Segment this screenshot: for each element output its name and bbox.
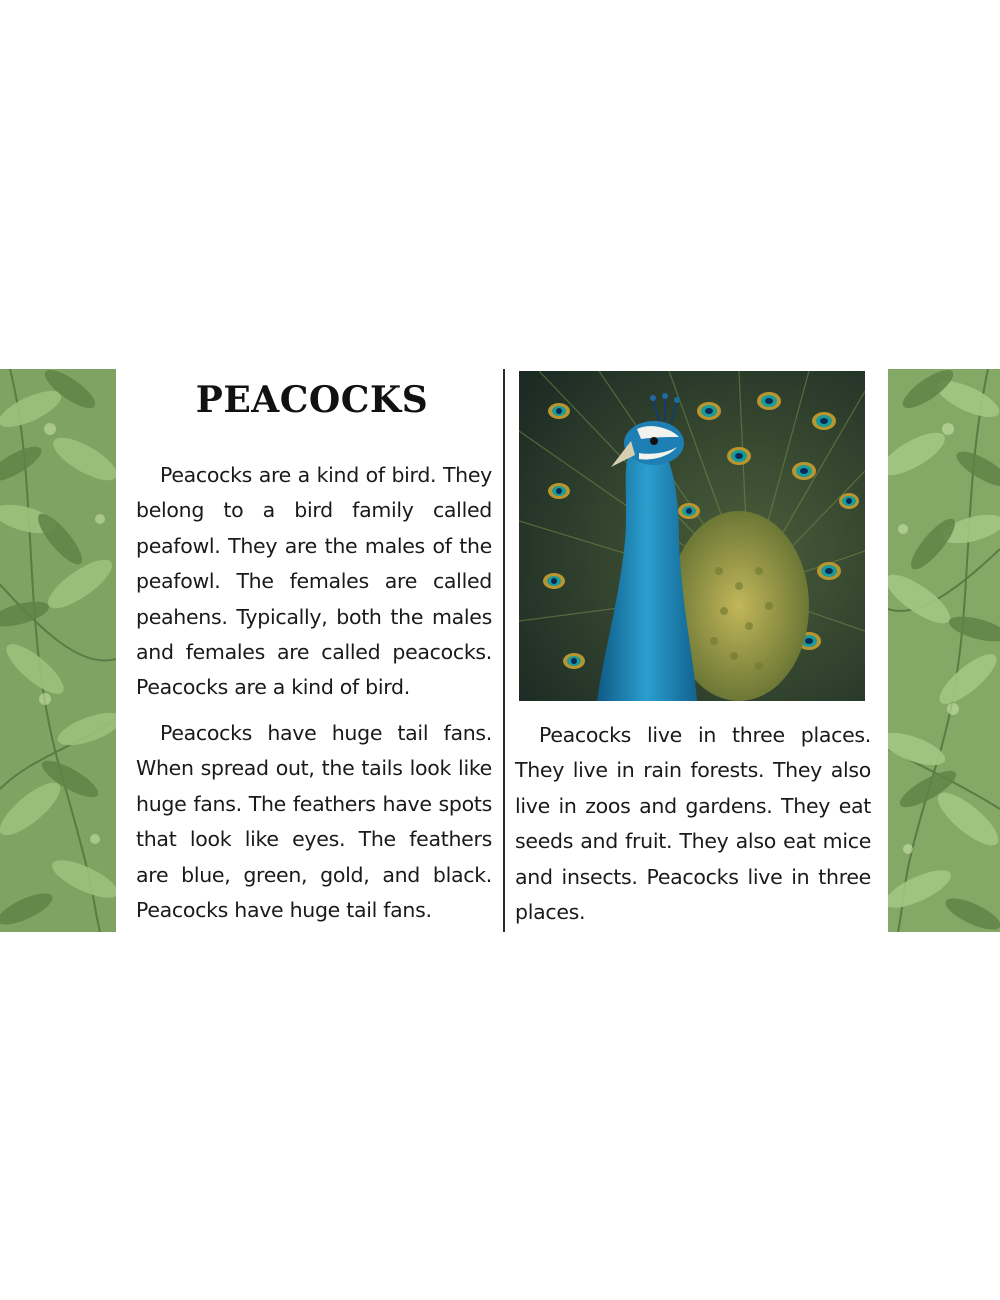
- text-line: peafowl. They are the males of the: [136, 533, 492, 558]
- text-line: Peacocks live in three places.: [539, 723, 871, 747]
- page-title: PEACOCKS: [195, 379, 429, 421]
- foliage-border-left: [0, 369, 116, 932]
- paragraph-habitat: [515, 718, 871, 930]
- text-line: mice and insects. Peacocks live in: [515, 829, 872, 889]
- text-line: peafowl. The females are called: [136, 569, 492, 594]
- column-divider: [503, 369, 505, 932]
- foliage-border-right: [888, 369, 1000, 932]
- text-line: Peacocks are a kind of bird.: [136, 675, 410, 700]
- text-line: Peacocks have huge tail fans.: [160, 721, 492, 745]
- text-line: and females are called peacocks.: [136, 640, 492, 665]
- book-spread: [0, 369, 1000, 932]
- text-line: They belong to a bird family called: [136, 463, 493, 523]
- text-line: They live in rain forests. They also: [515, 758, 871, 783]
- text-line: that look like eyes. The feathers: [136, 827, 492, 852]
- paragraph-intro: [136, 458, 492, 706]
- paragraph-tail-fans: [136, 716, 492, 928]
- text-line: When spread out, the tails look like: [136, 756, 492, 781]
- text-line: huge fans. The feathers have spots: [136, 791, 492, 816]
- text-line: Peacocks have huge tail fans.: [136, 898, 432, 923]
- text-line: peahens. Typically, both the males: [136, 604, 492, 629]
- text-line: Peacocks are a kind of bird.: [160, 463, 437, 487]
- peacock-photo: [519, 371, 865, 701]
- text-line: eat seeds and fruit. They also eat: [515, 793, 871, 854]
- text-line: three places.: [515, 864, 871, 925]
- text-line: are blue, green, gold, and black.: [136, 862, 492, 887]
- text-line: live in zoos and gardens. They: [515, 793, 831, 818]
